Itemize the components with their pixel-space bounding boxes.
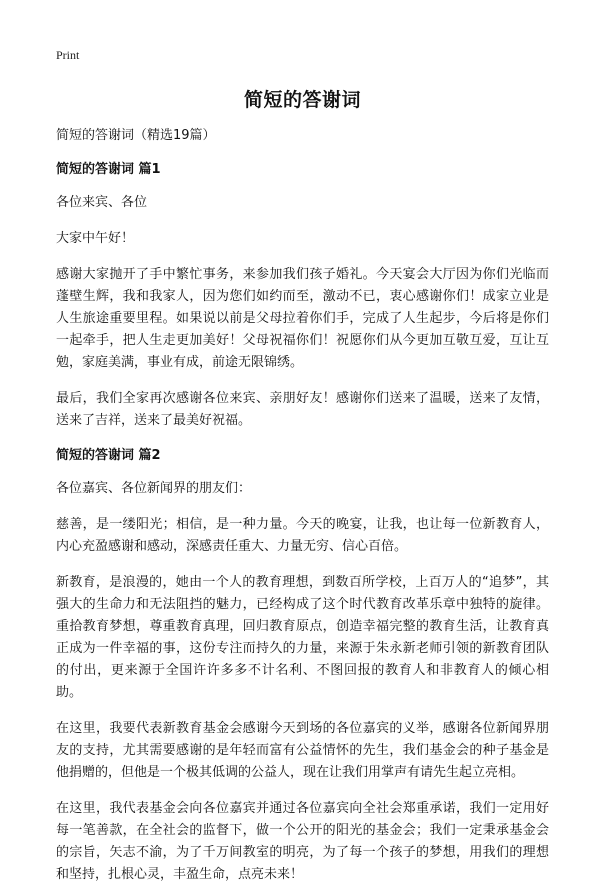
- document-title: 简短的答谢词: [243, 89, 361, 111]
- paragraph: 最后，我们全家再次感谢各位来宾、亲朋好友！感谢你们送来了温暖，送来了友情，送来了吉祥，送来了最美好祝福。: [56, 391, 549, 428]
- paragraph: 各位来宾、各位: [56, 195, 148, 210]
- section-heading: 简短的答谢词 篇2: [56, 448, 161, 463]
- print-link[interactable]: Print: [56, 48, 80, 62]
- section-heading: 简短的答谢词 篇1: [56, 162, 161, 177]
- paragraph: 大家中午好！: [56, 231, 135, 246]
- paragraph: 在这里，我代表基金会向各位嘉宾并通过各位嘉宾向全社会郑重承诺，我们一定用好每一笔善款，在全社会的监督下，做一个公开的阳光的基金会；我们一定秉承基金会的宗旨，矢志不渝，为了千万间教室的明亮，为了每一个孩子的梦想，用我们的理想和坚持，扎根心灵，丰盈生命，点亮未来！: [56, 801, 549, 882]
- document-subtitle: 简短的答谢词（精选19篇）: [56, 128, 216, 143]
- paragraph: 各位嘉宾、各位新闻界的朋友们：: [56, 481, 252, 496]
- section-1: [56, 160, 549, 432]
- paragraph: 慈善，是一缕阳光；相信，是一种力量。今天的晚宴，让我，也让每一位新教育人，内心充盈感谢和感动，深感责任重大、力量无穷、信心百倍。: [56, 517, 549, 554]
- section-2: [56, 446, 549, 886]
- paragraph: 在这里，我要代表新教育基金会感谢今天到场的各位嘉宾的义举，感谢各位新闻界朋友的支持，尤其需要感谢的是年轻而富有公益情怀的先生，我们基金会的种子基金是他捐赠的，但他是一个极其低调的公益人，现在让我们用掌声有请先生起立亮相。: [56, 721, 549, 780]
- paragraph: 感谢大家抛开了手中繁忙事务，来参加我们孩子婚礼。今天宴会大厅因为你们光临而蓬壁生辉，我和我家人，因为您们如约而至，激动不已，衷心感谢你们！成家立业是人生旅途重要里程。如果说以前是父母拉着你们手，完成了人生起步，今后将是你们一起牵手，把人生走更加美好！父母祝福你们！祝愿你们从今更加互敬互爱，互让互勉，家庭美满，事业有成，前途无限锦绣。: [56, 267, 549, 370]
- paragraph: 新教育，是浪漫的，她由一个人的教育理想，到数百所学校，上百万人的“追梦”，其强大的生命力和无法阻挡的魅力，已经构成了这个时代教育改革乐章中独特的旋律。重拾教育梦想，尊重教育真理，回归教育原点，创造幸福完整的教育生活，让教育真正成为一件幸福的事，这份专注而持久的力量，来源于朱永新老师引领的新教育团队的付出，更来源于全国许许多多不计名利、不图回报的教育人和非教育人的倾心相助。: [56, 575, 549, 700]
